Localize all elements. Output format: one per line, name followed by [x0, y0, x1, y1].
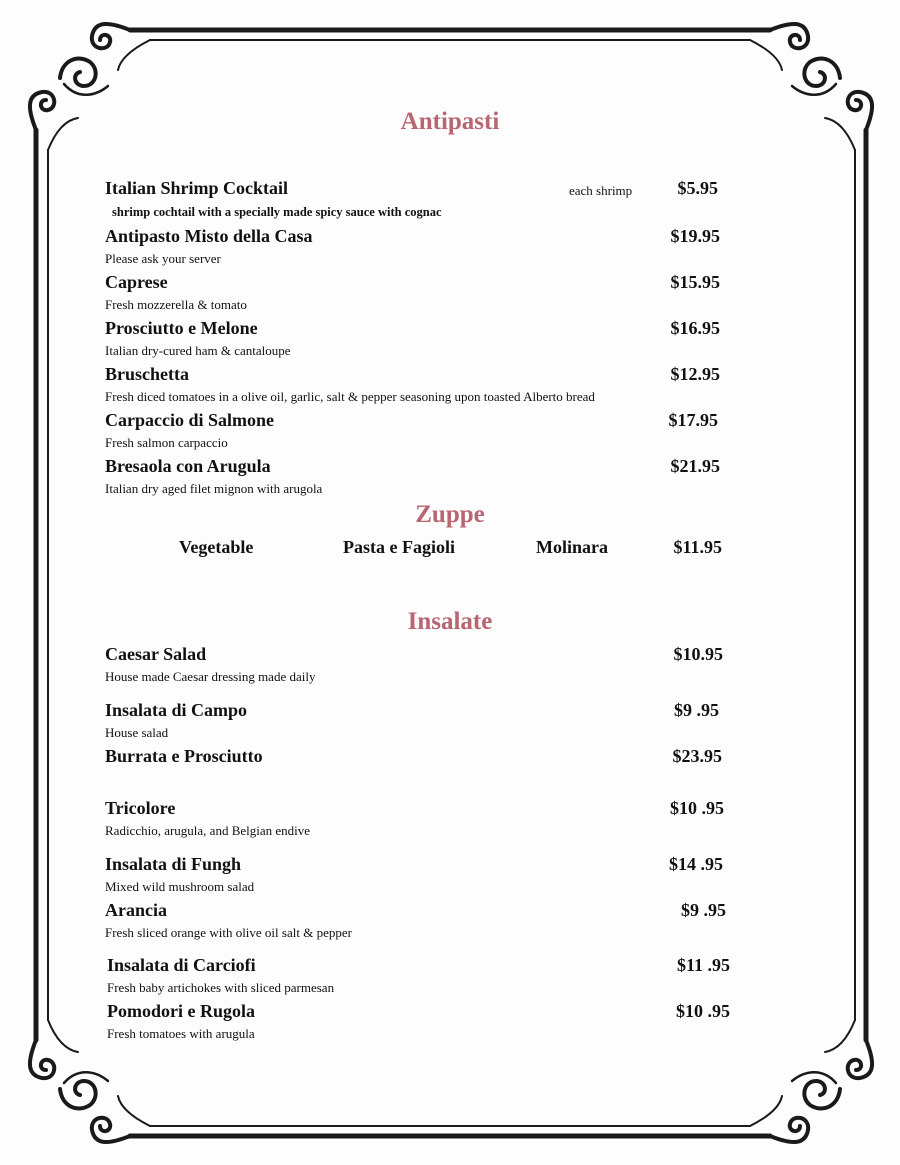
- menu-item-description: Fresh sliced orange with olive oil salt & pepper: [105, 925, 352, 940]
- menu-item-price: $14 .95: [669, 854, 723, 874]
- section-title-zuppe: Zuppe: [415, 501, 485, 528]
- menu-item-description: House made Caesar dressing made daily: [105, 669, 316, 684]
- price-note: each shrimp: [569, 183, 633, 198]
- menu-item-price: $17.95: [668, 410, 718, 430]
- section-title-insalate: Insalate: [407, 608, 493, 635]
- menu-item-description: Fresh baby artichokes with sliced parmesan: [107, 980, 335, 995]
- menu-item-name: Pomodori e Rugola: [107, 1001, 255, 1021]
- menu-item-name: Caesar Salad: [105, 644, 207, 664]
- menu-item-description: Fresh mozzerella & tomato: [105, 297, 247, 312]
- menu-item-name: Bruschetta: [105, 364, 189, 384]
- menu-item-name: Insalata di Campo: [105, 700, 248, 720]
- menu-item-price: $10 .95: [676, 1001, 730, 1021]
- menu-item-description: Italian dry-cured ham & cantaloupe: [105, 343, 291, 358]
- menu-item-price: $9 .95: [674, 700, 719, 720]
- menu-item-description: Mixed wild mushroom salad: [105, 879, 255, 894]
- corner-ornament-bottom-right: [750, 1020, 872, 1142]
- section-title-antipasti: Antipasti: [400, 108, 500, 135]
- menu-item-description: Fresh diced tomatoes in a olive oil, garlic, salt & pepper seasoning upon toasted Alberto bread: [105, 389, 595, 404]
- menu-item-description: Please ask your server: [105, 251, 221, 266]
- menu-item-price: $10.95: [673, 644, 723, 664]
- menu-item-description: Fresh tomatoes with arugula: [107, 1026, 255, 1041]
- menu-item-description: Radicchio, arugula, and Belgian endive: [105, 823, 311, 838]
- menu-item-price: $19.95: [670, 226, 720, 246]
- menu-item-name: Burrata e Prosciutto: [105, 746, 263, 766]
- menu-item-price: $9 .95: [681, 900, 726, 920]
- menu-item-price: $11 .95: [676, 955, 730, 975]
- soup-option: Vegetable: [179, 537, 254, 557]
- menu-item-description: House salad: [105, 725, 169, 740]
- menu-item-description: Italian dry aged filet mignon with arugola: [105, 481, 323, 496]
- menu-item-name: Italian Shrimp Cocktail: [105, 178, 289, 198]
- menu-item-name: Antipasto Misto della Casa: [105, 226, 313, 246]
- menu-item-price: $23.95: [672, 746, 722, 766]
- menu-item-price: $16.95: [670, 318, 720, 338]
- menu-item-price: $12.95: [670, 364, 720, 384]
- menu-item-name: Bresaola con Arugula: [105, 456, 271, 476]
- menu-item-name: Tricolore: [105, 798, 176, 818]
- menu-item-description: Fresh salmon carpaccio: [105, 435, 228, 450]
- soup-price: $11.95: [673, 537, 722, 557]
- menu-item-description: shrimp cochtail with a specially made spicy sauce with cognac: [112, 205, 442, 219]
- menu-item-name: Arancia: [105, 900, 167, 920]
- menu-item-name: Caprese: [105, 272, 168, 292]
- menu-item-name: Insalata di Carciofi: [107, 955, 256, 975]
- soup-option: Molinara: [536, 537, 608, 557]
- menu-item-name: Prosciutto e Melone: [105, 318, 258, 338]
- menu-item-price: $5.95: [677, 178, 718, 198]
- menu-item-name: Insalata di Fungh: [105, 854, 242, 874]
- menu-item-price: $15.95: [670, 272, 720, 292]
- menu-item-price: $10 .95: [670, 798, 724, 818]
- soup-option: Pasta e Fagioli: [343, 537, 455, 557]
- menu-item-name: Carpaccio di Salmone: [105, 410, 274, 430]
- menu-item-price: $21.95: [670, 456, 720, 476]
